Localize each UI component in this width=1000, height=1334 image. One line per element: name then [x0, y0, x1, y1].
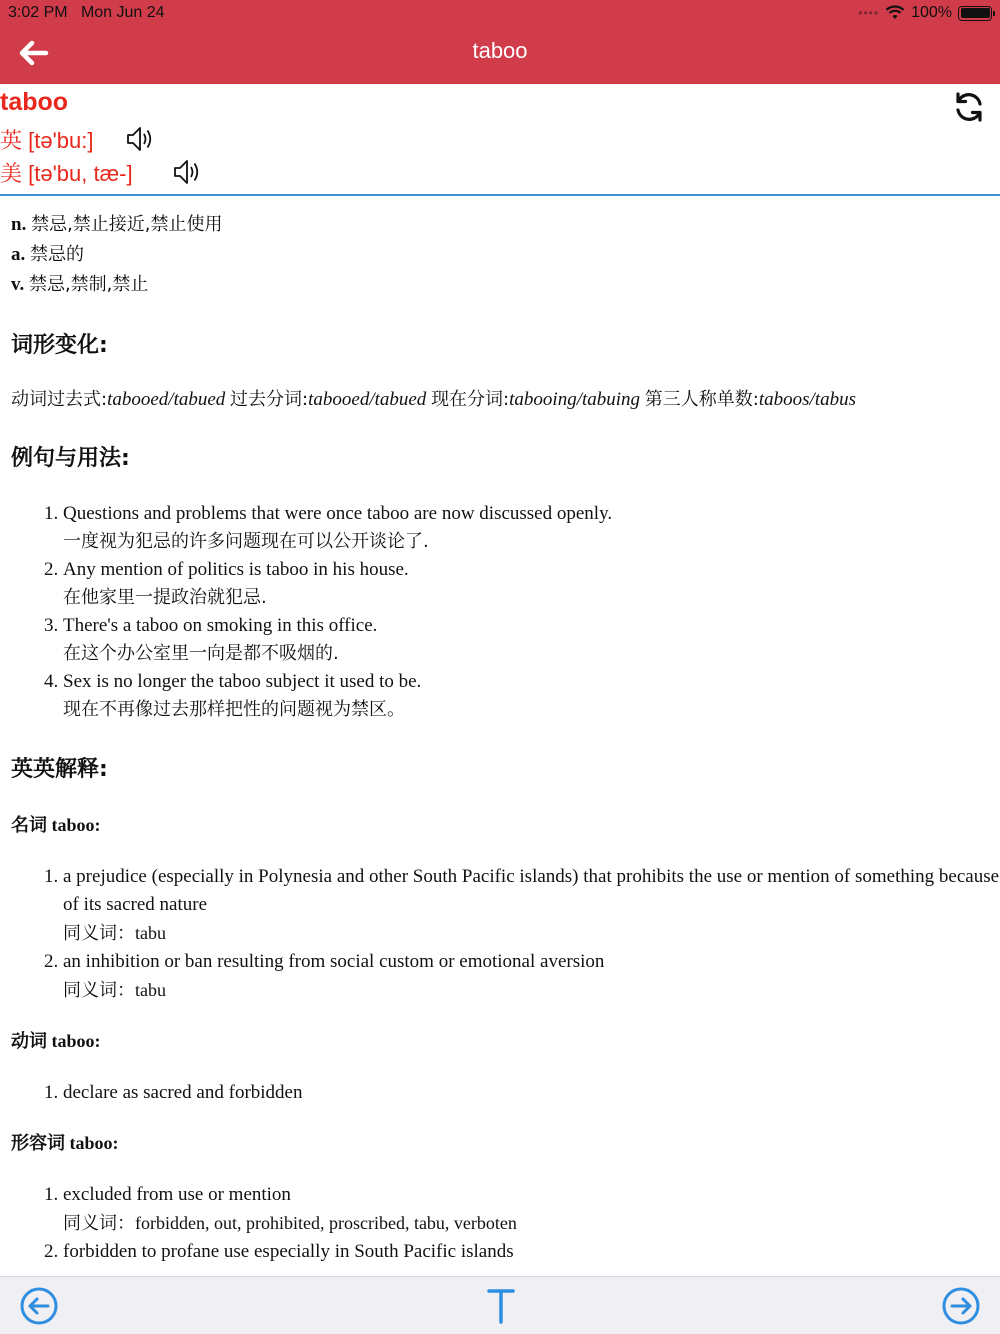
- word-header: [0, 84, 1000, 196]
- adjective-senses: [63, 1181, 1000, 1266]
- status-right: [858, 4, 992, 22]
- us-phonetic: 美 [tə'bu, tæ-]: [0, 161, 133, 186]
- previous-arrow-icon[interactable]: [19, 1286, 59, 1326]
- examples-list: [63, 500, 1000, 724]
- list-item: 1. a prejudice (especially in Polynesia and other South Pacific islands) that prohibits the use or mention of something because of its sacred nature 同义词：tabu: [63, 863, 1000, 948]
- forms-heading: 词形变化:: [11, 333, 108, 358]
- noun-heading: 名词 taboo:: [11, 815, 101, 836]
- bottom-toolbar: [0, 1276, 1000, 1334]
- status-time: 3:02 PM Mon Jun 24: [8, 4, 165, 21]
- headword: taboo: [0, 88, 69, 116]
- status-bar: [0, 0, 1000, 28]
- nav-title: taboo: [472, 38, 528, 63]
- definition-line: v. 禁忌,禁制,禁止: [11, 274, 149, 295]
- examples-heading: 例句与用法:: [11, 446, 130, 471]
- basic-definitions: [11, 210, 1000, 300]
- list-item: 1. excluded from use or mention 同义词：forbidden, out, prohibited, proscribed, tabu, verboten: [63, 1181, 1000, 1238]
- battery-icon: [958, 6, 992, 21]
- wifi-icon: [885, 5, 905, 21]
- speaker-icon[interactable]: [125, 124, 155, 154]
- definition-line: a. 禁忌的: [11, 244, 84, 265]
- uk-phonetic: 英 [tə'bu:]: [0, 128, 94, 153]
- refresh-icon[interactable]: [952, 90, 986, 124]
- list-item: 4. Sex is no longer the taboo subject it used to be. 现在不再像过去那样把性的问题视为禁区。: [63, 668, 1000, 724]
- definition-content[interactable]: [0, 198, 1000, 1276]
- list-item: 1. Questions and problems that were once taboo are now discussed openly. 一度视为犯忌的许多问题现在可以公开谈论了.: [63, 500, 1000, 556]
- verb-heading: 动词 taboo:: [11, 1031, 101, 1052]
- list-item: 2. forbidden to profane use especially in South Pacific islands: [63, 1238, 1000, 1266]
- font-size-icon[interactable]: [484, 1287, 518, 1325]
- verb-senses: [63, 1079, 1000, 1107]
- next-arrow-icon[interactable]: [941, 1286, 981, 1326]
- list-item: 2. an inhibition or ban resulting from social custom or emotional aversion 同义词：tabu: [63, 948, 1000, 1005]
- english-explanation-heading: 英英解释:: [11, 757, 108, 782]
- signal-dots-icon: ••••: [858, 6, 880, 20]
- nav-bar: [0, 28, 1000, 84]
- battery-percent: 100%: [911, 4, 952, 21]
- word-forms: 动词过去式:tabooed/tabued 过去分词:tabooed/tabued 现在分词:tabooing/tabuing 第三人称单数:taboos/tabus: [11, 389, 856, 410]
- speaker-icon[interactable]: [172, 157, 202, 187]
- list-item: 2. Any mention of politics is taboo in his house. 在他家里一提政治就犯忌.: [63, 556, 1000, 612]
- noun-senses: [63, 863, 1000, 1005]
- definition-line: n. 禁忌,禁止接近,禁止使用: [11, 214, 223, 235]
- list-item: 3. There's a taboo on smoking in this office. 在这个办公室里一向是都不吸烟的.: [63, 612, 1000, 668]
- adjective-heading: 形容词 taboo:: [11, 1133, 119, 1154]
- list-item: 1. declare as sacred and forbidden: [63, 1079, 1000, 1107]
